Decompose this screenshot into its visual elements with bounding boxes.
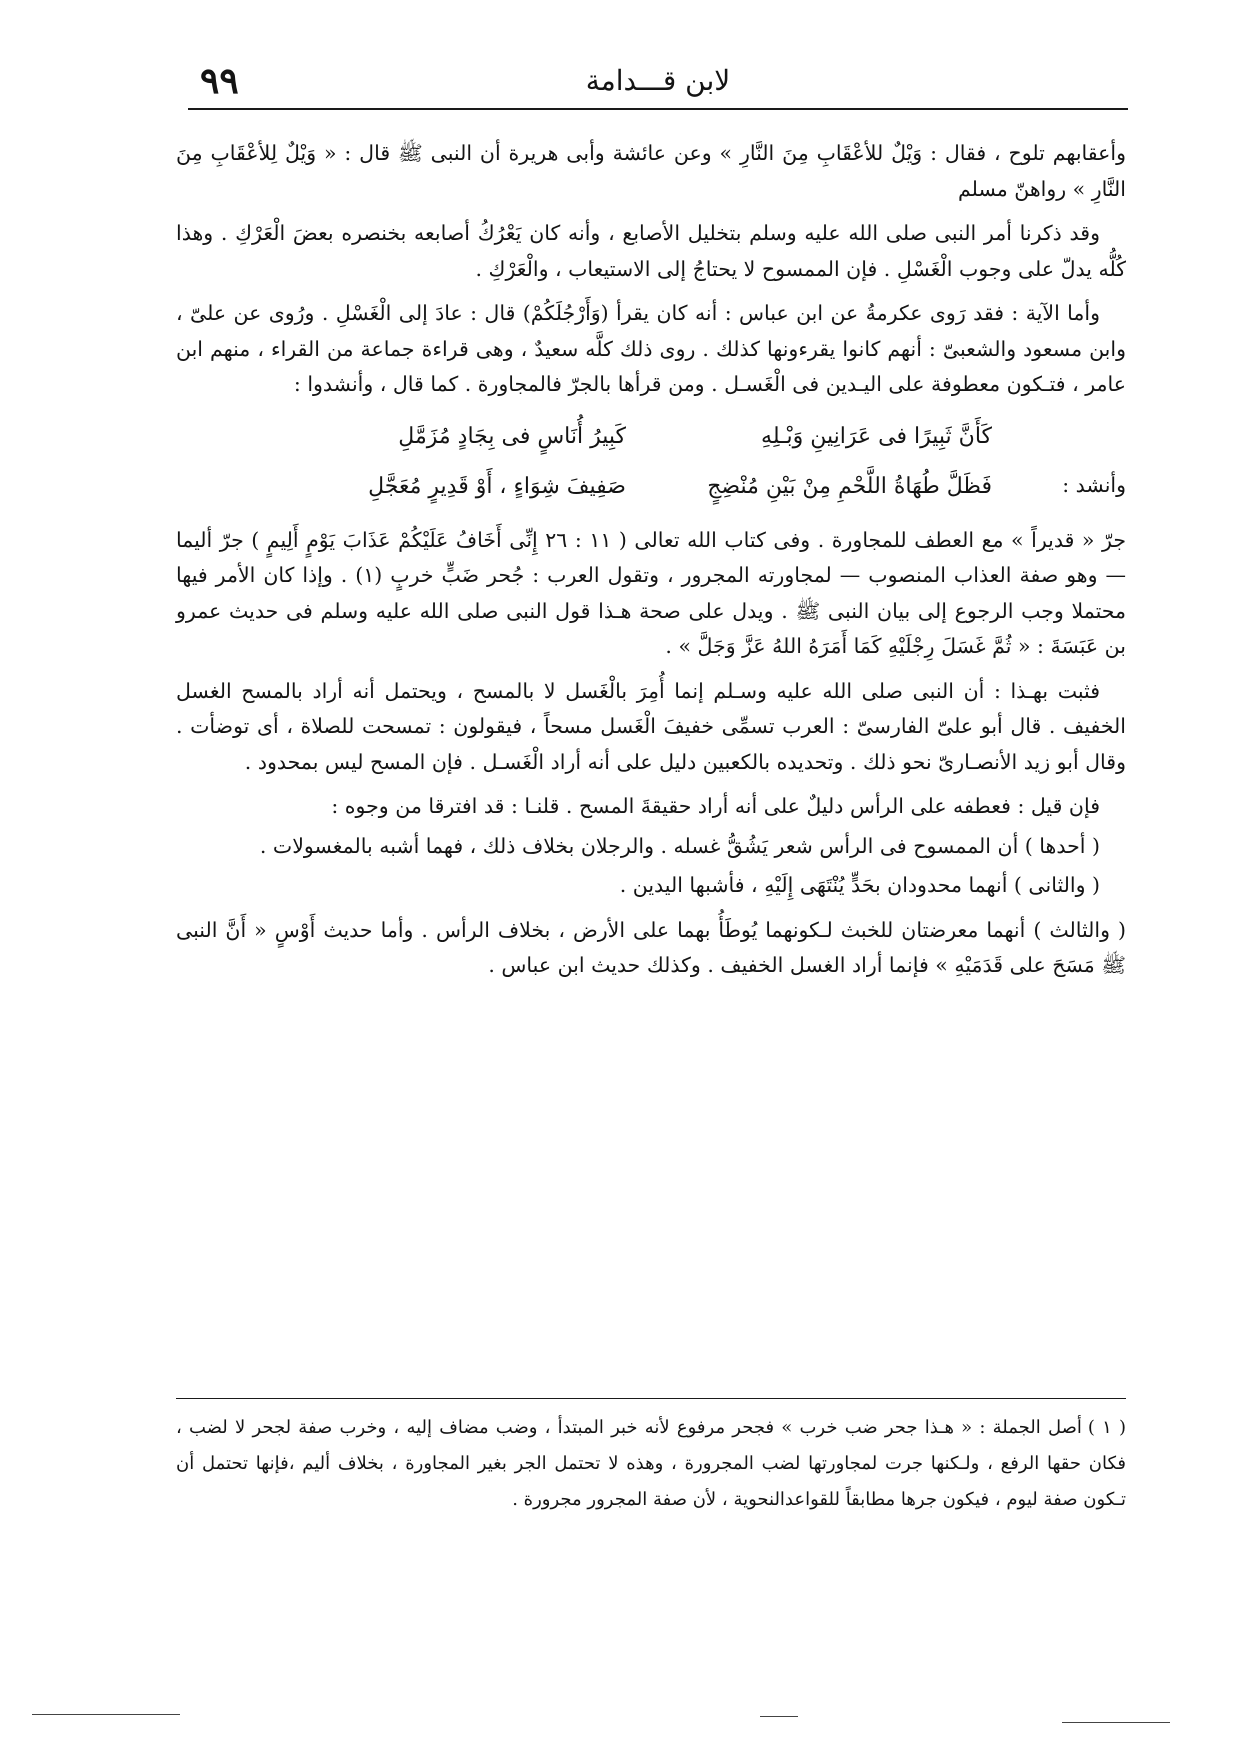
verse-lead: وأنشد :: [1062, 472, 1126, 497]
verse-hemistich: كَأَنَّ ثَبِيرًا فى عَرَانِينِ وَبْـلِهِ: [761, 423, 992, 449]
verse-hemistich: كَبِيرُ أُنَاسٍ فى بِجَادٍ مُزَمَّلِ: [398, 423, 626, 449]
footnote-marker: ( ١ ): [1087, 1417, 1127, 1438]
page-header: [188, 58, 1128, 110]
paragraph: جرّ « قديراً » مع العطف للمجاورة . وفى كتاب الله تعالى ( ١١ : ٢٦ إِنِّى أَخَافُ عَلَيْكُمْ عَذَابَ يَوْمٍ أَلِيمٍ ) جرّ أليما — وهو صفة العذاب المنصوب — لمجاورته المجرور ، وتقول العرب : جُحر ضَبٍّ خربٍ (١) . وإذا كان الأمر فيها محتملا وجب الرجوع إلى بيان النبى ﷺ . ويدل على صحة هـذا قول النبى صلى الله عليه وسلم فى حديث عمرو بن عَبَسَةَ : « ثُمَّ غَسَلَ رِجْلَيْهِ كَمَا أَمَرَهُ اللهُ عَزَّ وَجَلَّ » .: [176, 527, 1127, 658]
paragraph: وقد ذكرنا أمر النبى صلى الله عليه وسلم بتخليل الأصابع ، وأنه كان يَعْرُكُ أصابعه بخنصره بعضَ الْعَرْكِ . وهذا كُلُّه يدلّ على وجوب الْغَسْلِ . فإن الممسوح لا يحتاجُ إلى الاستيعاب ، والْعَرْكِ .: [176, 221, 1126, 281]
running-title: لابن قـــدامة: [585, 64, 731, 97]
main-text: [176, 136, 1126, 984]
scan-edge-mark: [760, 1716, 798, 1717]
header-rule: [188, 108, 1128, 110]
footnote: [176, 1410, 1126, 1518]
poetry-verses: [176, 415, 1126, 521]
footnote-body: أصل الجملة : « هـذا جحر ضب خرب » فجحر مرفوع لأنه خبر المبتدأ ، وضب مضاف إليه ، وخرب صفة لجحر لا لضب ، فكان حقها الرفع ، ولـكنها جرت لمجاورتها لضب المجرورة ، وهذه لا تحتمل الجر بغير المجاورة ، بخلاف أليم ،فإنها تحتمل أن تـكون صفة ليوم ، فيكون جرها مطابقاً للقواعدالنحوية ، لأن صفة المجرور مجرورة .: [176, 1417, 1126, 1510]
verse-hemistich: فَظَلَّ طُهَاةُ اللَّحْمِ مِنْ بَيْنِ مُنْضِجٍ: [707, 473, 992, 499]
footnote-text: [176, 1410, 1126, 1518]
paragraph: ( والثالث ) أنهما معرضتان للخبث لـكونهما يُوطَأُ بهما على الأرض ، بخلاف الرأس . وأما حديث أَوْسٍ « أَنَّ النبى ﷺ مَسَحَ على قَدَمَيْهِ » فإنما أراد الغسل الخفيف . وكذلك حديث ابن عباس .: [176, 917, 1126, 977]
paragraph: فإن قيل : فعطفه على الرأس دليلٌ على أنه أراد حقيقةَ المسح . قلنـا : قد افترقا من وجوه :: [331, 794, 1100, 818]
footnote-rule: [176, 1398, 1126, 1399]
scan-edge-mark: [32, 1714, 180, 1715]
list-item: ( أحدها ) أن الممسوح فى الرأس شعر يَشُقُّ غسله . والرجلان بخلاف ذلك ، فهما أشبه بالمغسولات .: [259, 833, 1100, 858]
verse-hemistich: صَفِيفَ شِوَاءٍ ، أَوْ قَدِيرٍ مُعَجَّلِ: [368, 473, 626, 499]
page-number: ٩٩: [200, 60, 239, 102]
paragraph: وأما الآية : فقد رَوى عكرمةُ عن ابن عباس : أنه كان يقرأ (وَأَرْجُلَكُمْ) قال : عادَ إلى الْغَسْلِ . ورُوى عن علىّ ، وابن مسعود والشعبىّ : أنهم كانوا يقرءونها كذلك . روى ذلك كلَّه سعيدٌ ، وهى قراءة جماعة من القراء ، منهم ابن عامر ، فتـكون معطوفة على اليـدين فى الْغَسـل . ومن قرأها بالجرّ فالمجاورة . كما قال ، وأنشدوا :: [176, 301, 1126, 396]
scan-edge-mark: [1062, 1722, 1170, 1723]
paragraph: فثبت بهـذا : أن النبى صلى الله عليه وسـلم إنما أُمِرَ بالْغَسل لا بالمسح ، ويحتمل أنه أراد بالمسح الغسل الخفيف . قال أبو علىّ الفارسىّ : العرب تسمِّى خفيفَ الْغَسل مسحاً ، فيقولون : تمسحت للصلاة ، أى توضأت . وقال أبو زيد الأنصـارىّ نحو ذلك . وتحديده بالكعبين دليل على أنه أراد الْغَسـل . فإن المسح ليس بمحدود .: [176, 678, 1126, 774]
list-item: ( والثانى ) أنهما محدودان بحَدٍّ يُنْتَهَى إِلَيْهِ ، فأشبها اليدين .: [619, 873, 1100, 897]
paragraph: وأعقابهم تلوح ، فقال : وَيْلٌ للأعْقَابِ مِنَ النَّارِ » وعن عائشة وأبى هريرة أن النبى ﷺ قال : « وَيْلٌ لِلأعْقَابِ مِنَ النَّارِ » رواهنّ مسلم: [176, 141, 1126, 201]
